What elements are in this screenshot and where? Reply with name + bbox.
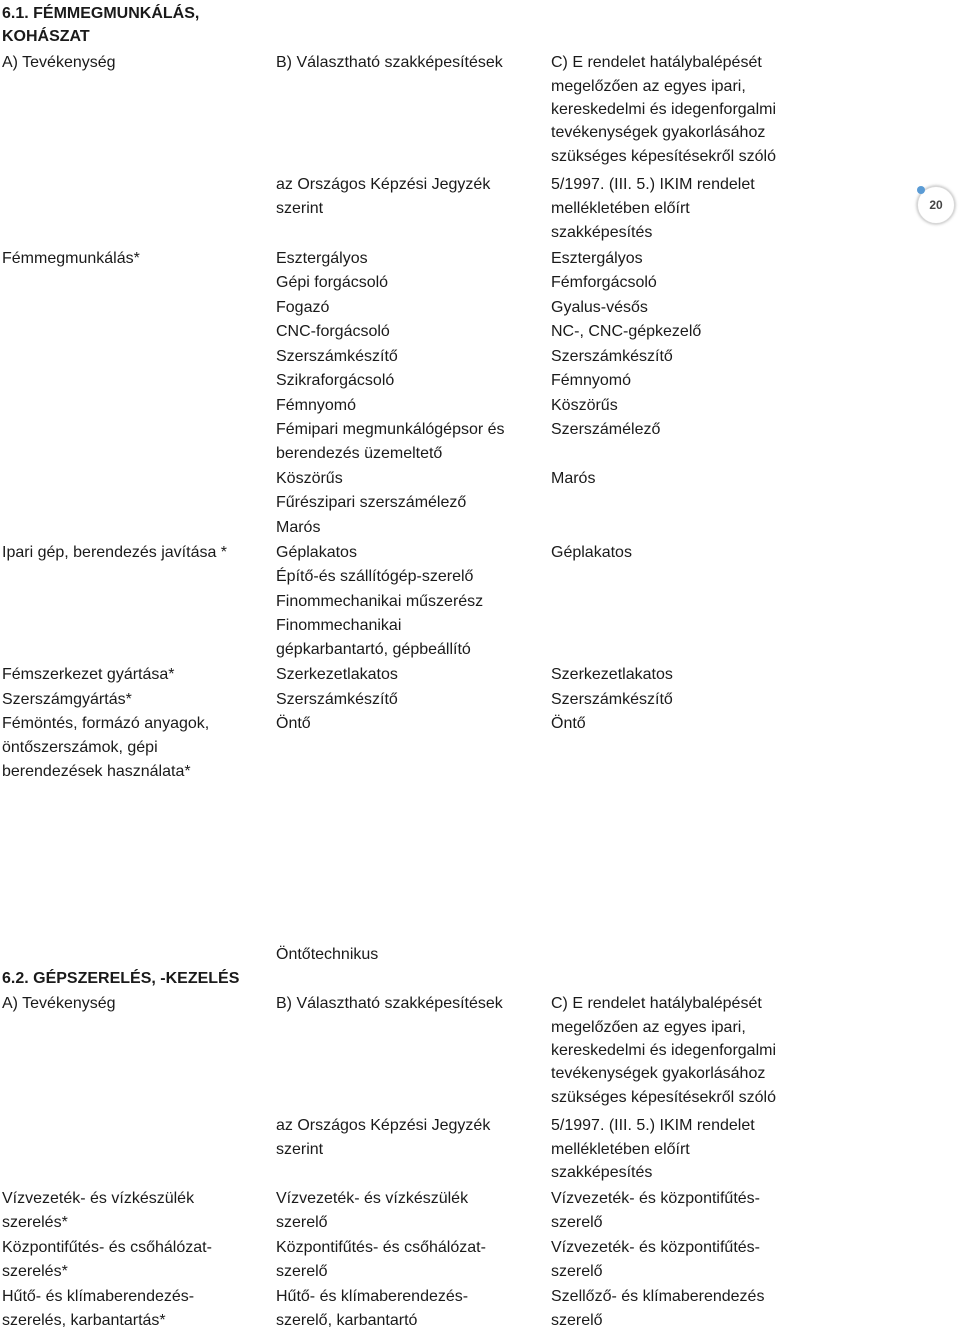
activity-item: Fémszerkezet gyártása*: [2, 666, 175, 683]
activity-item: Központifűtés- és csőhálózat-: [2, 1239, 212, 1256]
section-title-6-1-line2: KOHÁSZAT: [2, 28, 90, 45]
subheader-okj: szerint: [276, 1141, 324, 1158]
activity-item: Vízvezeték- és vízkészülék: [2, 1190, 195, 1207]
subheader-ikim: szakképesítés: [551, 224, 653, 241]
qualification-item: Öntőtechnikus: [276, 946, 379, 963]
header-prior-qualifications: C) E rendelet hatálybalépését: [551, 995, 762, 1012]
prior-qualification-item: Szerszámélező: [551, 421, 661, 438]
header-prior-qualifications: kereskedelmi és idegenforgalmi: [551, 1042, 776, 1059]
qualification-item: Finommechanikai műszerész: [276, 593, 484, 610]
subheader-ikim: mellékletében előírt: [551, 1141, 690, 1158]
prior-qualification-item: Esztergályos: [551, 250, 643, 267]
prior-qualification-item: Vízvezeték- és központifűtés-: [551, 1190, 760, 1207]
header-qualifications: B) Választható szakképesítések: [276, 54, 503, 71]
prior-qualification-item: szerelő: [551, 1312, 603, 1329]
qualification-item: Szerszámkészítő: [276, 691, 398, 708]
subheader-ikim: szakképesítés: [551, 1164, 653, 1181]
qualification-item: Fogazó: [276, 299, 330, 316]
prior-qualification-item: szerelő: [551, 1214, 603, 1231]
qualification-item: Építő-és szállítógép-szerelő: [276, 568, 474, 585]
qualification-item: gépkarbantartó, gépbeállító: [276, 641, 471, 658]
qualification-item: Esztergályos: [276, 250, 368, 267]
subheader-ikim: 5/1997. (III. 5.) IKIM rendelet: [551, 1117, 755, 1134]
qualification-item: Köszörűs: [276, 470, 343, 487]
qualification-item: szerelő, karbantartó: [276, 1312, 418, 1329]
qualification-item: Finommechanikai: [276, 617, 402, 634]
header-prior-qualifications: megelőzően az egyes ipari,: [551, 78, 746, 95]
activity-item: Szerszámgyártás*: [2, 691, 132, 708]
header-prior-qualifications: tevékenységek gyakorlásához: [551, 1065, 766, 1082]
activity-item: szerelés*: [2, 1214, 68, 1231]
header-prior-qualifications: tevékenységek gyakorlásához: [551, 124, 766, 141]
qualification-item: Szerszámkészítő: [276, 348, 398, 365]
qualification-item: Fűrészipari szerszámélező: [276, 494, 467, 511]
prior-qualification-item: Vízvezeték- és központifűtés-: [551, 1239, 760, 1256]
prior-qualification-item: Köszörűs: [551, 397, 618, 414]
activity-item: szerelés, karbantartás*: [2, 1312, 166, 1329]
prior-qualification-item: Fémforgácsoló: [551, 274, 657, 291]
qualification-item: CNC-forgácsoló: [276, 323, 390, 340]
subheader-okj: az Országos Képzési Jegyzék: [276, 176, 491, 193]
qualification-item: Vízvezeték- és vízkészülék: [276, 1190, 469, 1207]
qualification-item: Szerkezetlakatos: [276, 666, 398, 683]
prior-qualification-item: NC-, CNC-gépkezelő: [551, 323, 702, 340]
prior-qualification-item: Gyalus-vésős: [551, 299, 648, 316]
qualification-item: Szikraforgácsoló: [276, 372, 395, 389]
prior-qualification-item: Szerszámkészítő: [551, 348, 673, 365]
subheader-ikim: mellékletében előírt: [551, 200, 690, 217]
prior-qualification-item: Szerkezetlakatos: [551, 666, 673, 683]
qualification-item: szerelő: [276, 1263, 328, 1280]
prior-qualification-item: Géplakatos: [551, 544, 632, 561]
qualification-item: Géplakatos: [276, 544, 357, 561]
badge-dot-icon: [917, 186, 925, 194]
header-prior-qualifications: kereskedelmi és idegenforgalmi: [551, 101, 776, 118]
header-prior-qualifications: megelőzően az egyes ipari,: [551, 1019, 746, 1036]
header-activity: A) Tevékenység: [2, 54, 116, 71]
header-prior-qualifications: szükséges képesítésekről szóló: [551, 148, 776, 165]
header-prior-qualifications: C) E rendelet hatálybalépését: [551, 54, 762, 71]
activity-item: berendezések használata*: [2, 763, 191, 780]
header-activity: A) Tevékenység: [2, 995, 116, 1012]
subheader-okj: az Országos Képzési Jegyzék: [276, 1117, 491, 1134]
header-qualifications: B) Választható szakképesítések: [276, 995, 503, 1012]
qualification-item: Öntő: [276, 715, 311, 732]
header-prior-qualifications: szükséges képesítésekről szóló: [551, 1089, 776, 1106]
prior-qualification-item: Öntő: [551, 715, 586, 732]
qualification-item: Gépi forgácsoló: [276, 274, 389, 291]
prior-qualification-item: Szerszámkészítő: [551, 691, 673, 708]
section-title-6-2: 6.2. GÉPSZERELÉS, -KEZELÉS: [2, 970, 240, 987]
activity-item: Ipari gép, berendezés javítása *: [2, 544, 228, 561]
subheader-ikim: 5/1997. (III. 5.) IKIM rendelet: [551, 176, 755, 193]
prior-qualification-item: szerelő: [551, 1263, 603, 1280]
prior-qualification-item: Szellőző- és klímaberendezés: [551, 1288, 765, 1305]
page-number-badge: 20: [917, 186, 955, 224]
qualification-item: szerelő: [276, 1214, 328, 1231]
prior-qualification-item: Marós: [551, 470, 596, 487]
activity-item: Hűtő- és klímaberendezés-: [2, 1288, 195, 1305]
prior-qualification-item: Fémnyomó: [551, 372, 632, 389]
qualification-item: Fémipari megmunkálógépsor és: [276, 421, 505, 438]
qualification-item: Hűtő- és klímaberendezés-: [276, 1288, 469, 1305]
qualification-item: berendezés üzemeltető: [276, 445, 443, 462]
activity-item: Fémöntés, formázó anyagok,: [2, 715, 210, 732]
activity-item: Fémmegmunkálás*: [2, 250, 140, 267]
qualification-item: Fémnyomó: [276, 397, 357, 414]
qualification-item: Központifűtés- és csőhálózat-: [276, 1239, 486, 1256]
section-title-6-1-line1: 6.1. FÉMMEGMUNKÁLÁS,: [2, 5, 200, 22]
activity-item: szerelés*: [2, 1263, 68, 1280]
activity-item: öntőszerszámok, gépi: [2, 739, 158, 756]
qualification-item: Marós: [276, 519, 321, 536]
subheader-okj: szerint: [276, 200, 324, 217]
